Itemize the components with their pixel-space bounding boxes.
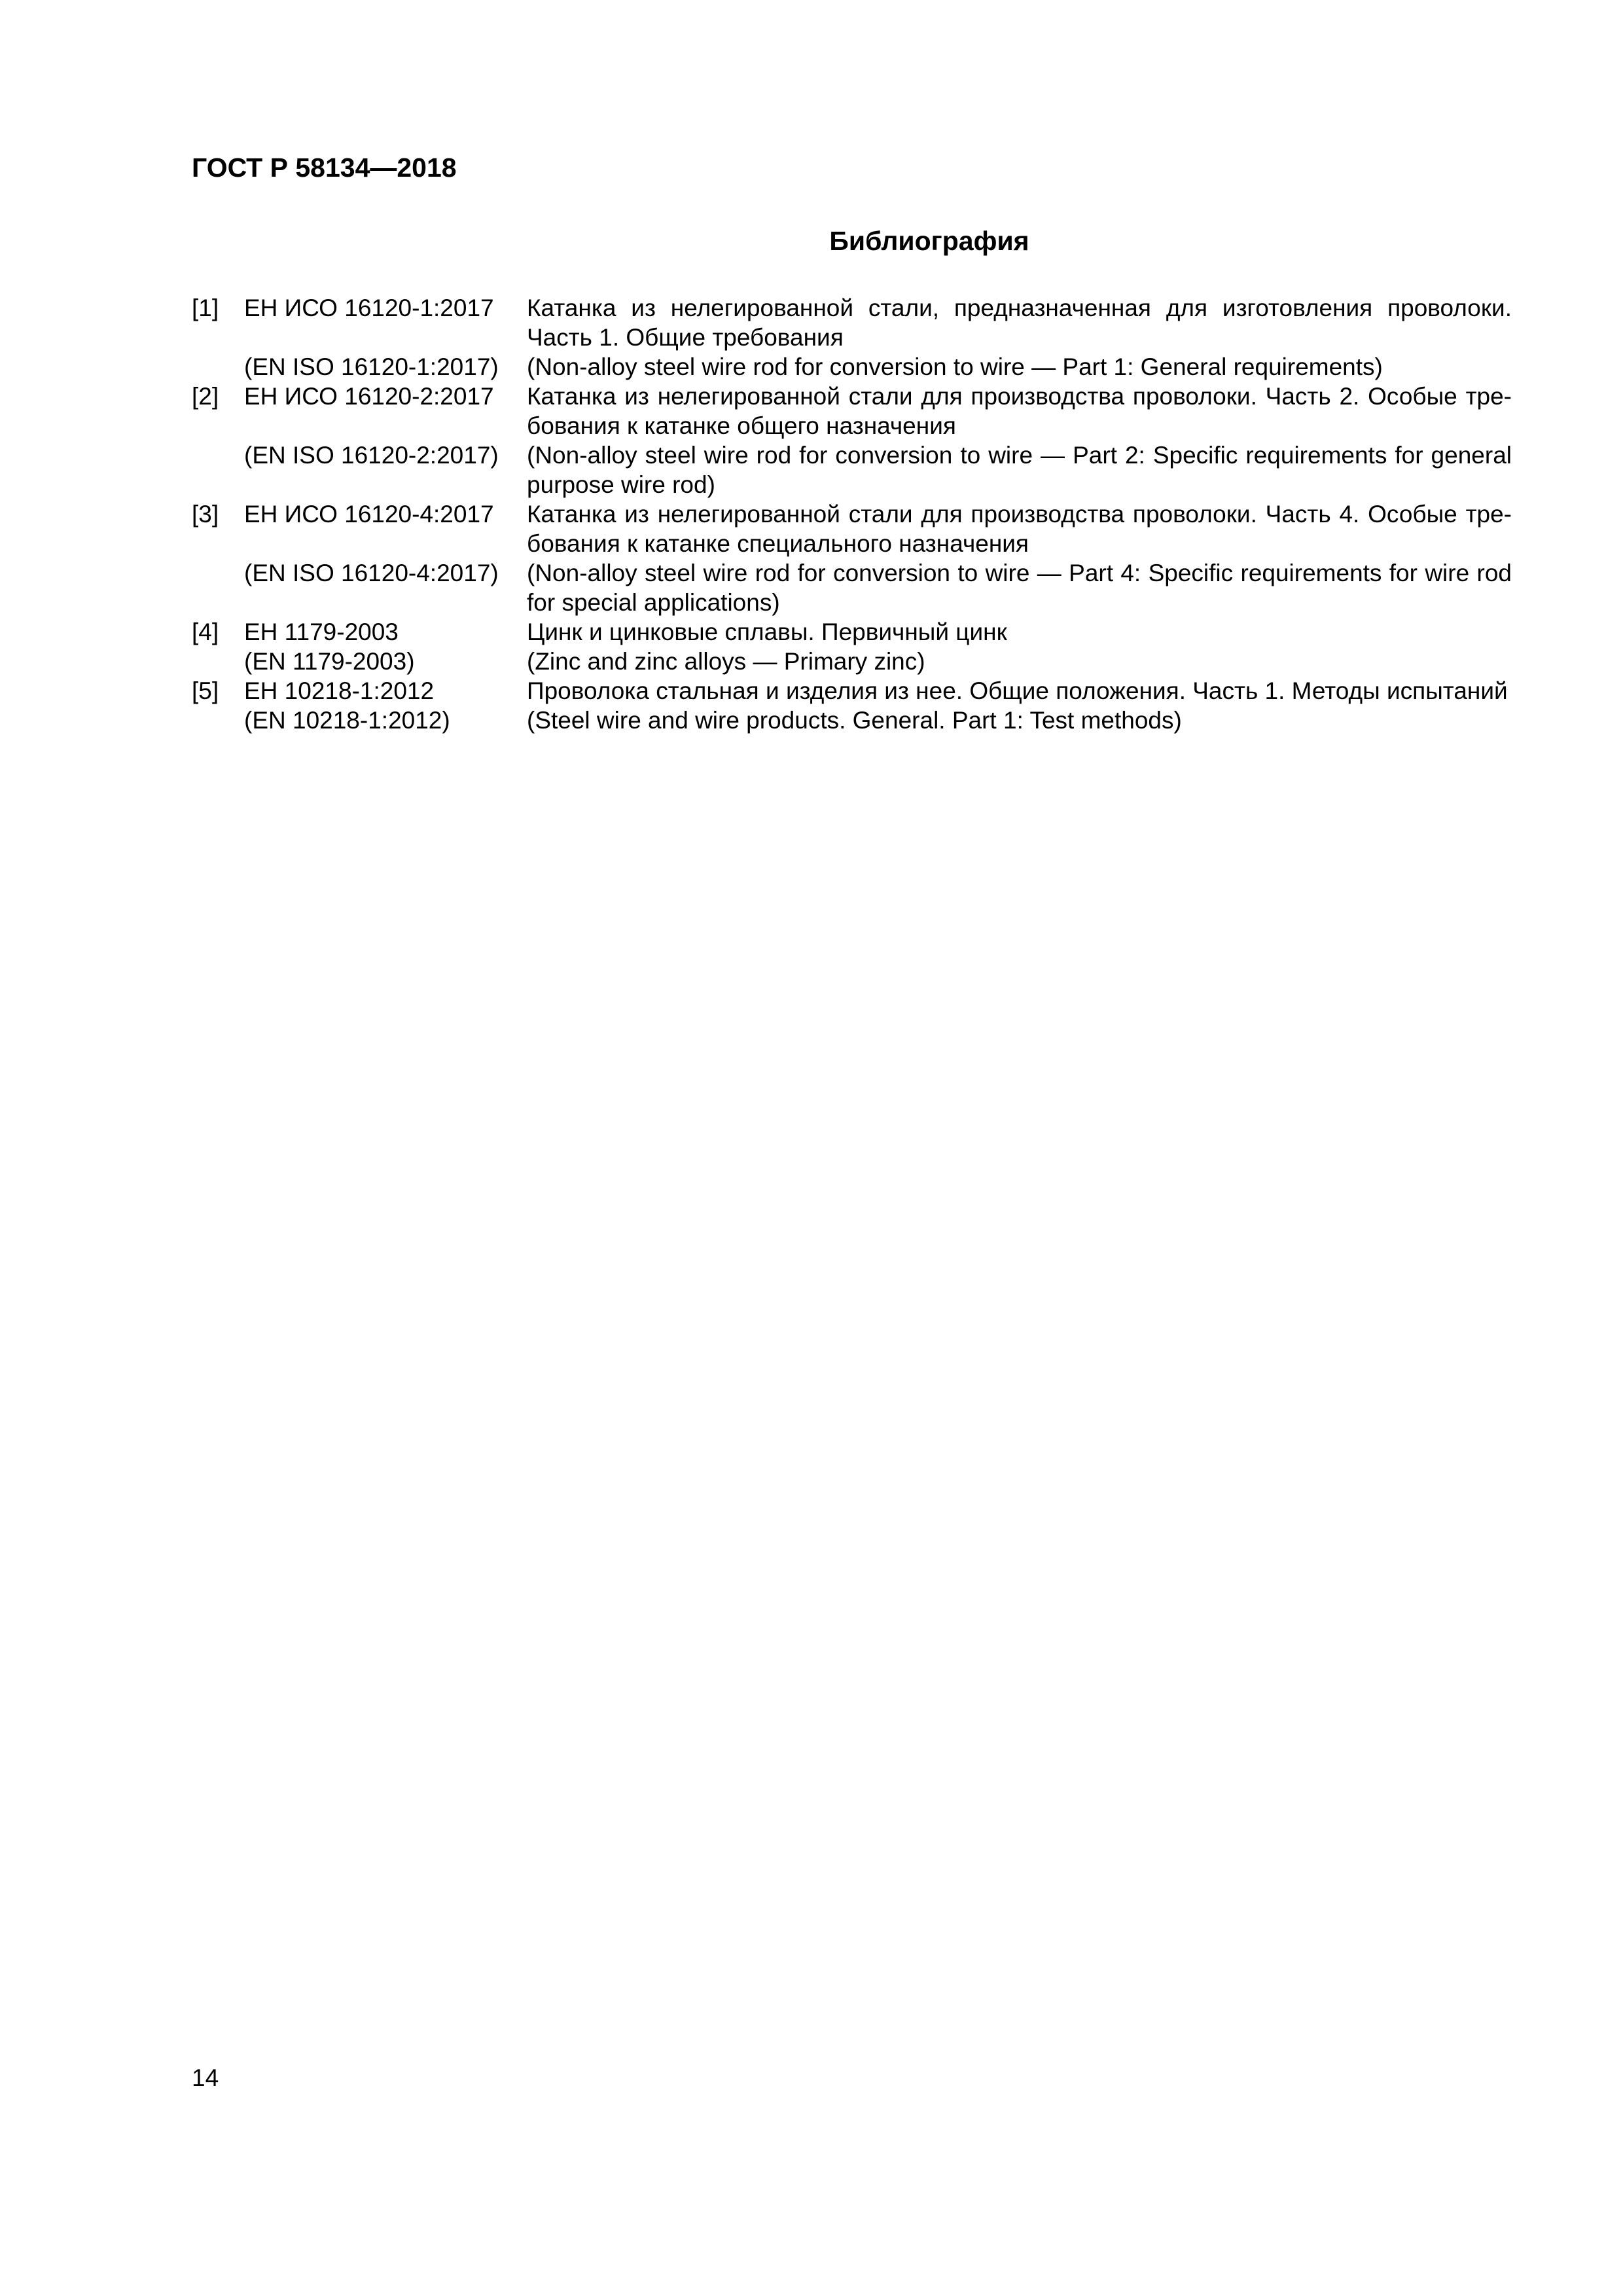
entry-title-line: бования к катанке специального назначения xyxy=(527,530,1029,557)
entry-code-en: (EN ISO 16120-2:2017) xyxy=(244,442,499,469)
entry-number: [4] xyxy=(192,619,219,645)
entry-number: [1] xyxy=(192,295,219,321)
entry-title-line: (Steel wire and wire products. General. Part 1: Test methods) xyxy=(527,707,1182,734)
entry-title-en xyxy=(527,706,1512,735)
entry-title-line: purpose wire rod) xyxy=(527,471,715,498)
page-number: 14 xyxy=(192,2064,219,2091)
entry-title-line: (Non-alloy steel wire rod for conversion to wire — Part 4: Specific requirements for wire rod xyxy=(527,560,1512,586)
entry-title-en xyxy=(527,558,1512,617)
bibliography-entry xyxy=(192,676,1512,706)
entry-title-line: Катанка из нелегированной стали, предназначенная для изготовления проволоки. xyxy=(527,295,1512,321)
entry-title-ru xyxy=(527,382,1512,440)
entry-code-ru: ЕН 1179-2003 xyxy=(244,619,399,645)
entry-code-en: (EN 1179-2003) xyxy=(244,648,415,675)
entry-code-en: (EN ISO 16120-4:2017) xyxy=(244,560,499,586)
entry-title-ru xyxy=(527,676,1512,706)
bibliography-entry xyxy=(192,293,1512,352)
entry-title-en xyxy=(527,352,1512,382)
entry-number: [5] xyxy=(192,677,219,704)
entry-code-ru: ЕН ИСО 16120-2:2017 xyxy=(244,383,494,410)
entry-title-ru xyxy=(527,617,1512,647)
entry-title-line: (Zinc and zinc alloys — Primary zinc) xyxy=(527,648,925,675)
entry-code-en: (EN ISO 16120-1:2017) xyxy=(244,353,499,380)
document-standard-id: ГОСТ Р 58134—2018 xyxy=(192,152,457,183)
entry-number: [2] xyxy=(192,383,219,410)
entry-title-ru xyxy=(527,293,1512,352)
bibliography-entry xyxy=(192,617,1512,647)
entry-title-line: Катанка из нелегированной стали для производства проволоки. Часть 4. Особые тре- xyxy=(527,501,1512,528)
entry-title-line: бования к катанке общего назначения xyxy=(527,412,956,439)
entry-title-line: Катанка из нелегированной стали для производства проволоки. Часть 2. Особые тре- xyxy=(527,383,1512,410)
entry-title-line: Цинк и цинковые сплавы. Первичный цинк xyxy=(527,619,1007,645)
bibliography-list xyxy=(192,293,1512,735)
entry-code-en: (EN 10218-1:2012) xyxy=(244,707,450,734)
entry-title-line: (Non-alloy steel wire rod for conversion to wire — Part 1: General requirements) xyxy=(527,353,1383,380)
bibliography-heading: Библиография xyxy=(829,226,1029,256)
bibliography-entry-en xyxy=(192,558,1512,617)
bibliography-entry xyxy=(192,499,1512,558)
entry-number: [3] xyxy=(192,501,219,528)
entry-title-en xyxy=(527,647,1512,676)
entry-code-ru: ЕН 10218-1:2012 xyxy=(244,677,435,704)
entry-code-ru: ЕН ИСО 16120-4:2017 xyxy=(244,501,494,528)
bibliography-entry-en xyxy=(192,706,1512,735)
bibliography-entry-en xyxy=(192,352,1512,382)
bibliography-entry-en xyxy=(192,647,1512,676)
bibliography-entry-en xyxy=(192,440,1512,499)
bibliography-entry xyxy=(192,382,1512,440)
entry-title-en xyxy=(527,440,1512,499)
entry-code-ru: ЕН ИСО 16120-1:2017 xyxy=(244,295,494,321)
entry-title-ru xyxy=(527,499,1512,558)
entry-title-line: for special applications) xyxy=(527,589,780,616)
entry-title-line: (Non-alloy steel wire rod for conversion to wire — Part 2: Specific requirements for general xyxy=(527,442,1512,469)
entry-title-line: Проволока стальная и изделия из нее. Общие положения. Часть 1. Методы испытаний xyxy=(527,677,1508,704)
entry-title-line: Часть 1. Общие требования xyxy=(527,324,844,351)
